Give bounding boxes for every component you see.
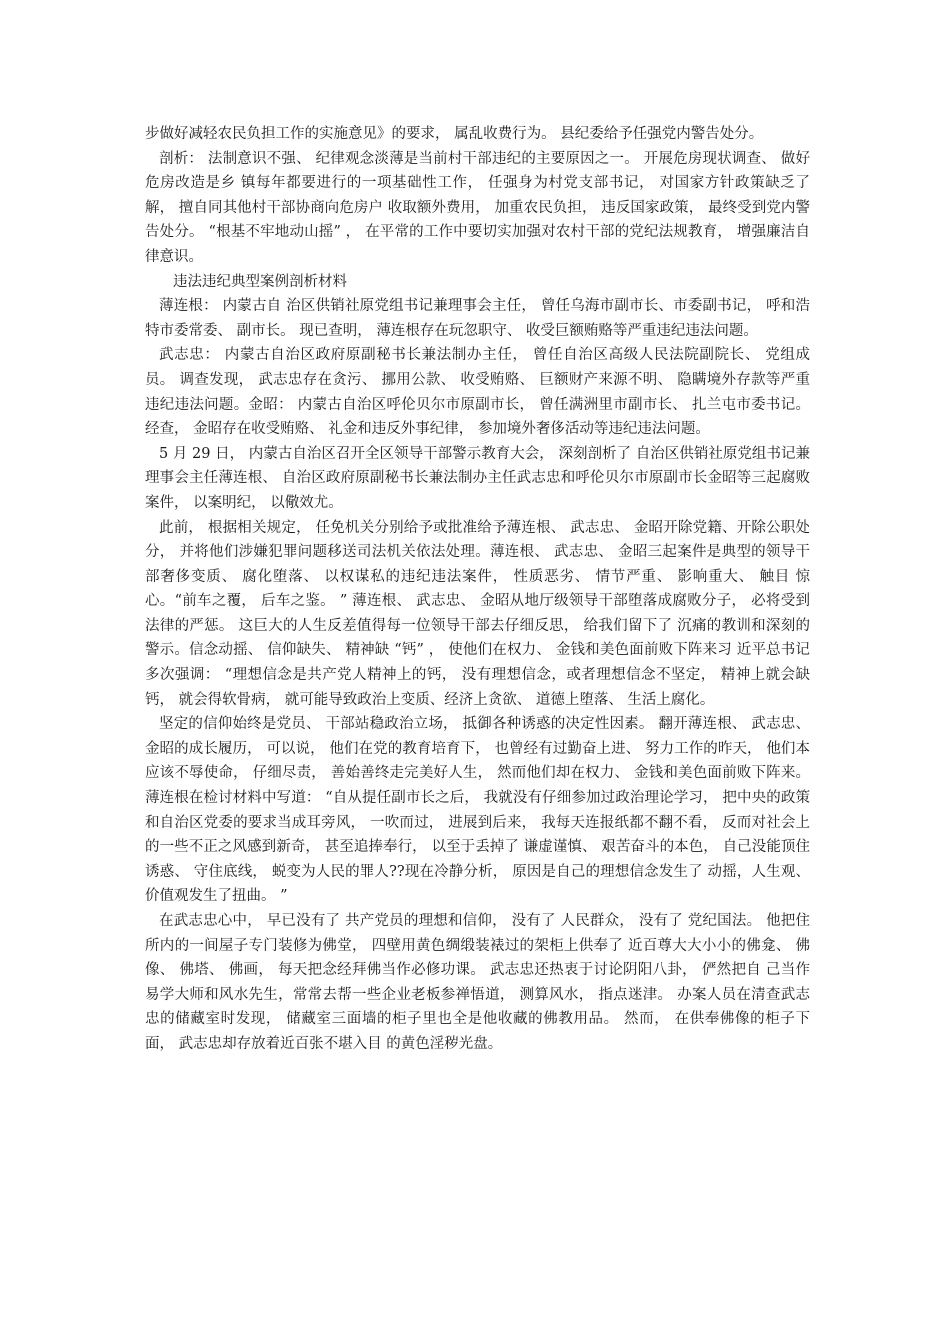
paragraph-continuation: 步做好减轻农民负担工作的实施意见》的要求， 属乱收费行为。 县纪委给予任强党内警告处分。	[145, 126, 764, 142]
paragraph-analysis: 剖析： 法制意识不强、 纪律观念淡薄是当前村干部违纪的主要原因之一。 开展危房现状调查、 做好危房改造是乡 镇每年都要进行的一项基础性工作， 任强身为村党支部书记， 对国家方针政策缺乏了 解， 擅自同其他村干部协商向危房户 收取额外费用， 加重农民负担， 违反国家政策， 最终受到党内警告处分。 “根基不牢地动山摇” ， 在平常的工作中要切实加强对农村干部的党纪法规教育， 增强廉洁自律意识。	[145, 150, 810, 265]
paragraph-firm-belief: 坚定的信仰始终是党员、 干部站稳政治立场， 抵御各种诱惑的决定性因素。 翻开薄连根、 武志忠、 金昭的成长履历， 可以说， 他们在党的教育培育下， 也曾经有过勤奋上进、 努力工作的昨天， 他们本应该不辱使命， 仔细尽责， 善始善终走完美好人生， 然而他们却在权力、 金钱和美色面前败下阵来。薄连根在检讨材料中写道： “自从提任副市长之后， 我就没有仔细参加过政治理论学习， 把中央的政策和自治区党委的要求当成耳旁风， 一吹而过， 进展到后来， 我每天连报纸都不翻不看， 反而对社会上的一些不正之风感到新奇， 甚至追捧奉行， 以至于丢掉了 谦虚谨慎、 艰苦奋斗的本色， 自己没能顶住诱惑、 守住底线， 蜕变为人民的罪人??现在冷静分析， 原因是自己的理想信念发生了 动摇，人生观、 价值观发生了扭曲。 ”	[145, 716, 810, 905]
paragraph-bo-liangen: 薄连根： 内蒙古自 治区供销社原党组书记兼理事会主任， 曾任乌海市副市长、市委副书记， 呼和浩特市委常委、 副市长。 现已查明， 薄连根存在玩忽职守、 收受巨额贿赂等严重违纪违法问题。	[145, 298, 810, 339]
document-page	[145, 122, 810, 1057]
paragraph-wu-zhizhong-heart: 在武志忠心中， 早已没有了 共产党员的理想和信仰， 没有了 人民群众， 没有了 党纪国法。 他把住所内的一间屋子专门装修为佛堂， 四壁用黄色绸缎装裱过的架柜上供奉了 近百尊大大小小的佛龛、 佛像、 佛塔、 佛画， 每天把念经拜佛当作必修功课。 武志忠还热衷于讨论阴阳八卦， 俨然把自 己当作易学大师和风水先生，常常去帮一些企业老板参禅悟道， 测算风水， 指点迷津。 办案人员在清查武志忠的储藏室时发现， 储藏室三面墙的柜子里也全是他收藏的佛教用品。 然而， 在供奉佛像的柜子下面， 武志忠却存放着近百张不堪入目 的黄色淫秽光盘。	[145, 913, 810, 1052]
paragraph-warning-conference: 5 月 29 日， 内蒙古自治区召开全区领导干部警示教育大会， 深刻剖析了 自治区供销社原党组书记兼理事会主任薄连根、 自治区政府原副秘书长兼法制办主任武志忠和呼伦贝尔市原副市长金昭等三起腐败案件， 以案明纪， 以儆效尤。	[145, 445, 810, 511]
section-title: 违法违纪典型案例剖析材料	[173, 273, 347, 290]
paragraph-disciplinary-action: 此前， 根据相关规定， 任免机关分别给予或批准给予薄连根、 武志忠、 金昭开除党籍、开除公职处分， 并将他们涉嫌犯罪问题移送司法机关依法处理。薄连根、 武志忠、 金昭三起案件是典型的领导干部奢侈变质、 腐化堕落、 以权谋私的违纪违法案件， 性质恶劣、 情节严重、 影响重大、 触目 惊心。“前车之覆， 后车之鉴。 ” 薄连根、 武志忠、 金昭从地厅级领导干部堕落成腐败分子， 必将受到法律的严惩。 这巨大的人生反差值得每一位领导干部去仔细反思， 给我们留下了 沉痛的教训和深刻的警示。信念动摇、 信仰缺失、 精神缺 “钙” ， 使他们在权力、 金钱和美色面前败下阵来习 近平总书记多次强调： “理想信念是共产党人精神上的钙， 没有理想信念，或者理想信念不坚定， 精神上就会缺钙， 就会得软骨病， 就可能导致政治上变质、经济上贪欲、 道德上堕落、 生活上腐化。	[145, 519, 810, 708]
paragraph-wu-zhizhong-jin-zhao: 武志忠： 内蒙古自治区政府原副秘书长兼法制办主任， 曾任自治区高级人民法院副院长、 党组成员。 调查发现， 武志忠存在贪污、 挪用公款、 收受贿赂、 巨额财产来源不明、 隐瞒境外存款等严重违纪违法问题。金昭： 内蒙古自治区呼伦贝尔市原副市长， 曾任满洲里市副市长、 扎兰屯市委书记。 经查， 金昭存在收受贿赂、 礼金和违反外事纪律， 参加境外奢侈活动等违纪违法问题。	[145, 347, 810, 438]
